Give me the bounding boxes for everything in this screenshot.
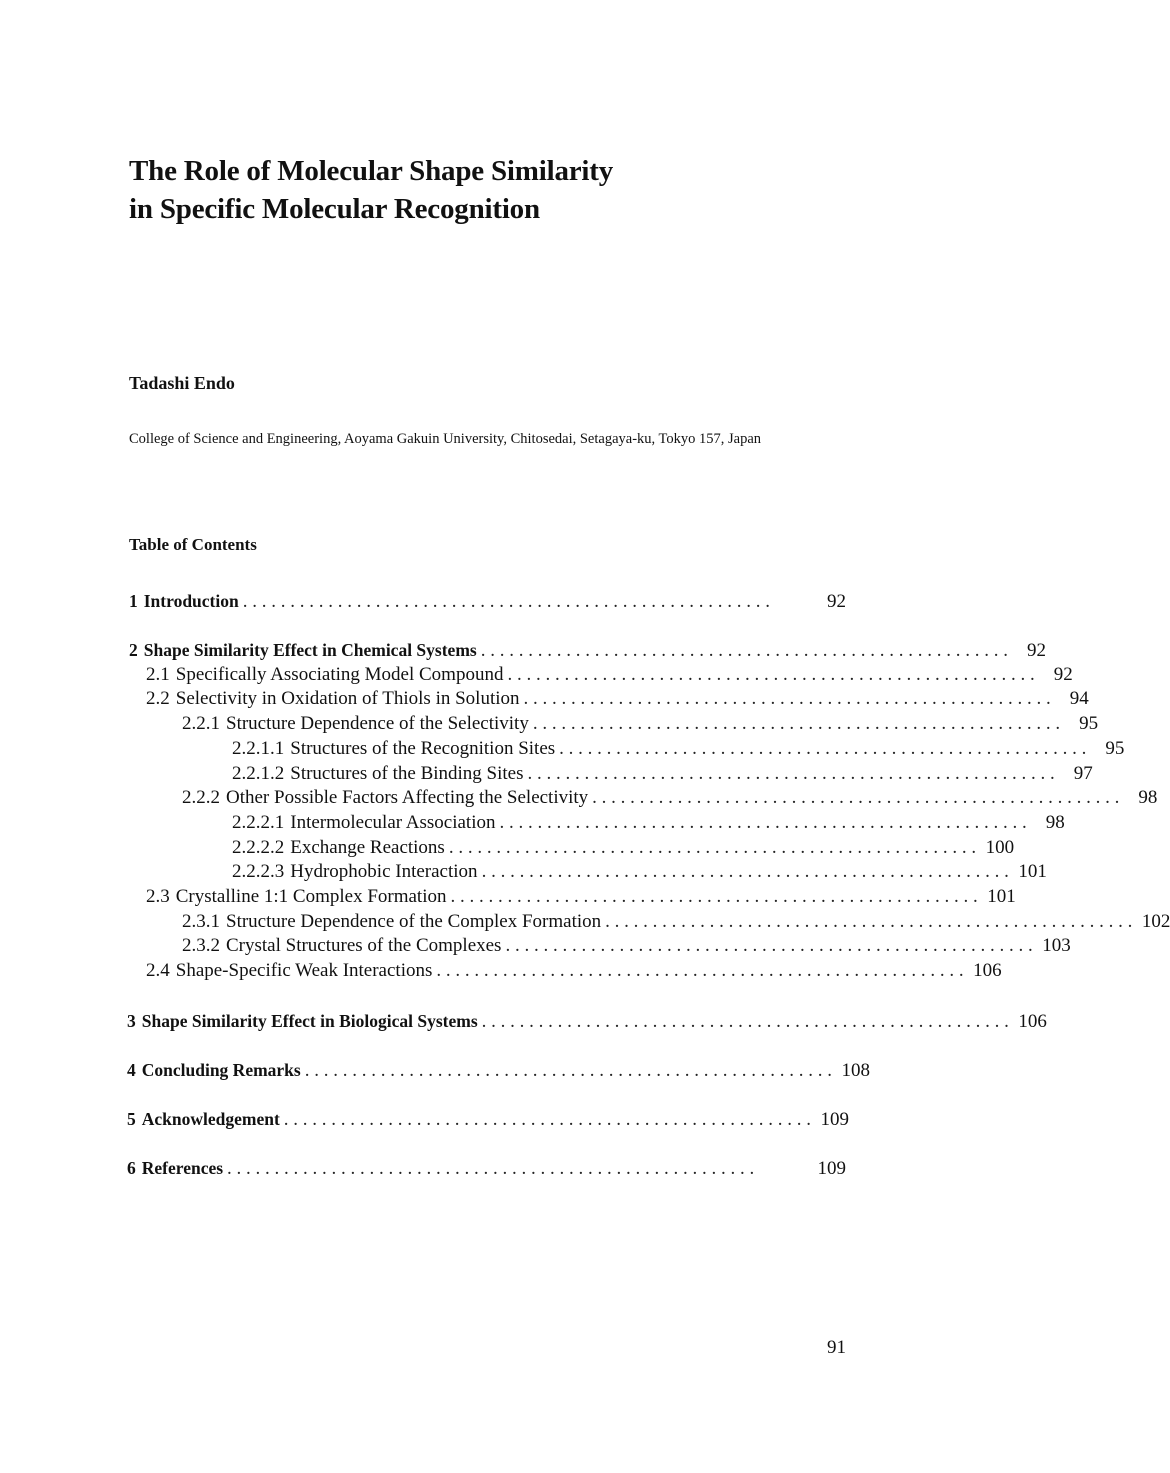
toc-leader-dots: . . . . . . . . . . . . . . . . . . . . . . . . . . . . . . . . . . . . . . . . . . . . . . . . . . . . . . . . bbox=[532, 713, 1061, 734]
toc-entry-number: 2.3.2 bbox=[182, 935, 220, 956]
toc-leader-dots: . . . . . . . . . . . . . . . . . . . . . . . . . . . . . . . . . . . . . . . . . . . . . . . . . . . . . . . . bbox=[304, 1060, 832, 1081]
toc-entry-page: 92 bbox=[1026, 640, 1046, 661]
toc-entry-page: 103 bbox=[1042, 935, 1071, 956]
toc-entry-number: 2.2.1 bbox=[182, 713, 220, 734]
toc-leader-dots: . . . . . . . . . . . . . . . . . . . . . . . . . . . . . . . . . . . . . . . . . . . . . . . . . . . . . . . . bbox=[450, 886, 978, 907]
toc-entry[interactable] bbox=[146, 885, 1016, 909]
toc-entry-number: 2.2.2.2 bbox=[232, 837, 285, 858]
toc-leader-dots: . . . . . . . . . . . . . . . . . . . . . . . . . . . . . . . . . . . . . . . . . . . . . . . . . . . . . . . . bbox=[481, 861, 1009, 882]
toc-entry-page: 109 bbox=[820, 1109, 850, 1130]
toc-entry[interactable] bbox=[232, 836, 1015, 860]
toc-entry[interactable] bbox=[182, 934, 1071, 958]
toc-entry-title: Shape Similarity Effect in Biological Systems bbox=[141, 1011, 478, 1031]
toc-entry-title: Crystal Structures of the Complexes bbox=[226, 935, 502, 956]
toc-entry-page: 95 bbox=[1079, 713, 1099, 734]
toc-entry-page: 98 bbox=[1138, 787, 1158, 808]
toc-entry-number: 2.2.1.1 bbox=[232, 738, 285, 759]
toc-entry-number: 2.1 bbox=[146, 664, 170, 685]
toc-entry[interactable] bbox=[232, 811, 1065, 835]
title-line-2: in Specific Molecular Recognition bbox=[129, 193, 540, 225]
toc-entry-number: 3 bbox=[127, 1011, 136, 1031]
toc-entry-title: Structures of the Binding Sites bbox=[290, 763, 524, 784]
toc-entry[interactable] bbox=[127, 1009, 1047, 1033]
toc-entry-page: 101 bbox=[987, 886, 1016, 907]
toc-leader-dots: . . . . . . . . . . . . . . . . . . . . . . . . . . . . . . . . . . . . . . . . . . . . . . . . . . . . . . . . bbox=[523, 688, 1051, 709]
toc-leader-dots: . . . . . . . . . . . . . . . . . . . . . . . . . . . . . . . . . . . . . . . . . . . . . . . . . . . . . . . . bbox=[559, 738, 1087, 759]
toc-entry-title: Crystalline 1:1 Complex Formation bbox=[175, 886, 447, 907]
toc-leader-dots: . . . . . . . . . . . . . . . . . . . . . . . . . . . . . . . . . . . . . . . . . . . . . . . . . . . . . . . . bbox=[283, 1109, 812, 1130]
toc-leader-dots: . . . . . . . . . . . . . . . . . . . . . . . . . . . . . . . . . . . . . . . . . . . . . . . . . . . . . . . . bbox=[436, 960, 964, 981]
toc-entry[interactable] bbox=[146, 663, 1073, 687]
title-line-1: The Role of Molecular Shape Similarity bbox=[129, 155, 614, 187]
toc-leader-dots: . . . . . . . . . . . . . . . . . . . . . . . . . . . . . . . . . . . . . . . . . . . . . . . . . . . . . . . . bbox=[527, 763, 1055, 784]
toc-entry-page: 102 bbox=[1141, 911, 1170, 932]
toc-entry-title: References bbox=[141, 1158, 224, 1178]
toc-entry[interactable] bbox=[146, 687, 1089, 711]
toc-entry-title: Structure Dependence of the Selectivity bbox=[226, 713, 529, 734]
toc-entry-title: Hydrophobic Interaction bbox=[290, 861, 478, 882]
toc-leader-dots: . . . . . . . . . . . . . . . . . . . . . . . . . . . . . . . . . . . . . . . . . . . . . . . . . . . . . . . . bbox=[481, 1011, 1009, 1032]
toc-entry-number: 2.2.1.2 bbox=[232, 763, 285, 784]
toc-heading: Table of Contents bbox=[129, 535, 257, 554]
toc-entry-title: Acknowledgement bbox=[141, 1109, 280, 1129]
toc-entry-title: Introduction bbox=[143, 591, 239, 611]
toc-entry[interactable] bbox=[129, 638, 1046, 662]
toc-entry[interactable] bbox=[129, 589, 846, 613]
toc-leader-dots: . . . . . . . . . . . . . . . . . . . . . . . . . . . . . . . . . . . . . . . . . . . . . . . . . . . . . . . . bbox=[480, 640, 1008, 661]
toc-entry-page: 100 bbox=[985, 837, 1015, 858]
toc-entry-number: 2.3 bbox=[146, 886, 170, 907]
toc-entry-page: 95 bbox=[1105, 738, 1125, 759]
toc-leader-dots: . . . . . . . . . . . . . . . . . . . . . . . . . . . . . . . . . . . . . . . . . . . . . . . . . . . . . . . . bbox=[507, 664, 1035, 685]
toc-entry-page: 101 bbox=[1018, 861, 1047, 882]
toc-entry-number: 6 bbox=[127, 1158, 136, 1178]
toc-entry-title: Concluding Remarks bbox=[141, 1060, 301, 1080]
toc-entry-page: 106 bbox=[973, 960, 1002, 981]
toc-entry-title: Shape-Specific Weak Interactions bbox=[175, 960, 433, 981]
toc-entry-page: 92 bbox=[1053, 664, 1073, 685]
author-affiliation: College of Science and Engineering, Aoyama Gakuin University, Chitosedai, Setagaya-ku, Tokyo 157, Japan bbox=[129, 431, 762, 447]
toc-entry-page: 94 bbox=[1069, 688, 1089, 709]
toc-entry[interactable] bbox=[146, 959, 1002, 983]
toc-entry-title: Intermolecular Association bbox=[290, 812, 496, 833]
toc-leader-dots: . . . . . . . . . . . . . . . . . . . . . . . . . . . . . . . . . . . . . . . . . . . . . . . . . . . . . . . . bbox=[227, 1158, 755, 1179]
toc-entry-page: 106 bbox=[1018, 1011, 1047, 1032]
toc-entry-title: Exchange Reactions bbox=[290, 837, 445, 858]
toc-leader-dots: . . . . . . . . . . . . . . . . . . . . . . . . . . . . . . . . . . . . . . . . . . . . . . . . . . . . . . . . bbox=[605, 911, 1133, 932]
toc-entry-number: 2.2 bbox=[146, 688, 170, 709]
toc-entry-page: 108 bbox=[841, 1060, 870, 1081]
page-number: 91 bbox=[827, 1337, 846, 1358]
toc-leader-dots: . . . . . . . . . . . . . . . . . . . . . . . . . . . . . . . . . . . . . . . . . . . . . . . . . . . . . . . . bbox=[242, 591, 770, 612]
toc-entry-title: Structure Dependence of the Complex Formation bbox=[226, 911, 602, 932]
toc-entry-page: 97 bbox=[1073, 763, 1093, 784]
toc-entry[interactable] bbox=[182, 910, 1170, 934]
toc-entry-title: Structures of the Recognition Sites bbox=[290, 738, 556, 759]
toc-entry-number: 2.2.2 bbox=[182, 787, 220, 808]
toc-entry-number: 2.3.1 bbox=[182, 911, 220, 932]
toc-entry[interactable] bbox=[232, 860, 1047, 884]
toc-entry-number: 2.2.2.1 bbox=[232, 812, 285, 833]
toc-entry[interactable] bbox=[127, 1058, 870, 1082]
toc-entry[interactable] bbox=[182, 786, 1158, 810]
toc-entry-title: Shape Similarity Effect in Chemical Systems bbox=[143, 640, 477, 660]
toc-entry-page: 98 bbox=[1045, 812, 1065, 833]
toc-entry-page: 92 bbox=[827, 591, 846, 612]
toc-entry[interactable] bbox=[182, 712, 1099, 736]
toc-entry[interactable] bbox=[127, 1107, 850, 1131]
toc-entry-title: Specifically Associating Model Compound bbox=[175, 664, 504, 685]
toc-entry-number: 2.2.2.3 bbox=[232, 861, 285, 882]
toc-leader-dots: . . . . . . . . . . . . . . . . . . . . . . . . . . . . . . . . . . . . . . . . . . . . . . . . . . . . . . . . bbox=[592, 787, 1120, 808]
toc-entry-number: 5 bbox=[127, 1109, 136, 1129]
toc-entry-page: 109 bbox=[817, 1158, 846, 1179]
toc-entry-title: Selectivity in Oxidation of Thiols in Solution bbox=[175, 688, 520, 709]
toc-entry[interactable] bbox=[127, 1156, 846, 1180]
toc-entry[interactable] bbox=[232, 737, 1125, 761]
toc-leader-dots: . . . . . . . . . . . . . . . . . . . . . . . . . . . . . . . . . . . . . . . . . . . . . . . . . . . . . . . . bbox=[505, 935, 1033, 956]
toc-entry-title: Other Possible Factors Affecting the Selectivity bbox=[226, 787, 589, 808]
toc-leader-dots: . . . . . . . . . . . . . . . . . . . . . . . . . . . . . . . . . . . . . . . . . . . . . . . . . . . . . . . . bbox=[499, 812, 1027, 833]
author-name: Tadashi Endo bbox=[129, 373, 235, 393]
toc-entry-number: 1 bbox=[129, 591, 138, 611]
toc-entry-number: 2.4 bbox=[146, 960, 170, 981]
toc-entry-number: 4 bbox=[127, 1060, 136, 1080]
toc-entry-number: 2 bbox=[129, 640, 138, 660]
toc-entry[interactable] bbox=[232, 762, 1093, 786]
toc-leader-dots: . . . . . . . . . . . . . . . . . . . . . . . . . . . . . . . . . . . . . . . . . . . . . . . . . . . . . . . . bbox=[448, 837, 977, 858]
